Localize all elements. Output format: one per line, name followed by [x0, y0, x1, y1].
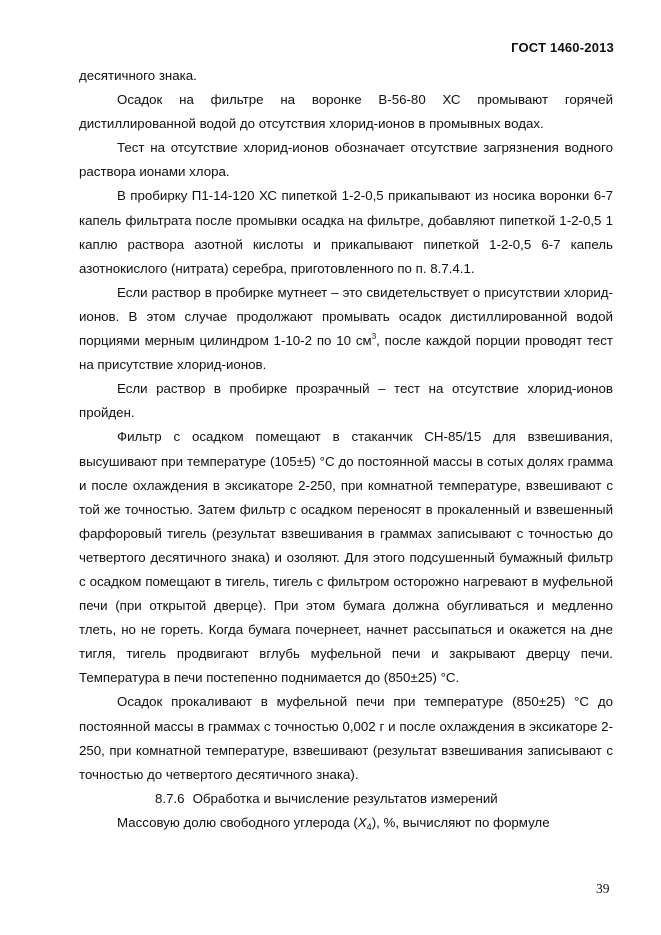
variable-x: X [357, 814, 367, 830]
paragraph-test-procedure: В пробирку П1-14-120 ХС пипеткой 1-2-0,5 прикапывают из носика воронки 6-7 капель фильтрата после промывки осадка на фильтре, добавляют пипеткой 1-2-0,5 1 каплю раствора азотной кислоты и прикапывают пипеткой 1-2-0,5 6-7 капель азотнокислого (нитрата) серебра, приготовленного по п. 8.7.4.1. [79, 188, 613, 276]
paragraph-chloride-test-meaning: Тест на отсутствие хлорид-ионов обозначает отсутствие загрязнения водного раствора ионами хлора. [79, 140, 613, 180]
page-body [79, 64, 613, 835]
section-number: 8.7.6 [155, 790, 185, 806]
paragraph-clear-solution: Если раствор в пробирке прозрачный – тест на отсутствие хлорид-ионов пройден. [79, 381, 613, 421]
formula-intro-before: Массовую долю свободного углерода ( [117, 814, 358, 830]
document-header: ГОСТ 1460-2013 [511, 40, 614, 55]
section-title: Обработка и вычисление результатов измерений [192, 790, 498, 806]
paragraph-cloudy-solution [79, 281, 613, 377]
page-number: 39 [596, 881, 610, 896]
section-heading [79, 787, 613, 811]
formula-intro-after: ), %, вычисляют по формуле [371, 814, 550, 830]
paragraph-washing: Осадок на фильтре на воронке В-56-80 ХС промывают горячей дистиллированной водой до отсутствия хлорид-ионов в промывных водах. [79, 92, 613, 132]
paragraph-calcination: Осадок прокаливают в муфельной печи при температуре (850±25) °С до постоянной массы в граммах с точностью 0,002 г и после охлаждения в эксикаторе 2-250, при комнатной температуре, взвешивают (результат взвешивания записывают с точностью до четвертого десятичного знака). [79, 694, 613, 782]
variable-subscript: 4 [366, 821, 372, 832]
cloudy-text-after: , после каждой порции проводят тест на присутствие хлорид-ионов. [79, 333, 613, 373]
cloudy-text-before: Если раствор в пробирке мутнеет – это свидетельствует о присутствии хлорид-ионов. В этом случае продолжают промывать осадок дистиллированной водой порциями мерным цилиндром 1-10-2 по 10 см [79, 284, 613, 349]
paragraph-filter-drying: Фильтр с осадком помещают в стаканчик СН-85/15 для взвешивания, высушивают при температуре (105±5) °С до постоянной массы в сотых долях грамма и после охлаждения в эксикаторе 2-250, при комнатной температуре, взвешивают с той же точностью. Затем фильтр с осадком переносят в прокаленный и взвешенный фарфоровый тигель (результат взвешивания в граммах записывают с точностью до четвертого десятичного знака) и озоляют. Для этого подсушенный бумажный фильтр с осадком помещают в тигель, тигель с фильтром осторожно нагревают в муфельной печи (при открытой дверце). При этом бумага должна обугливаться и медленно тлеть, но не гореть. Когда бумага почернеет, начнет рассыпаться и окажется на дне тигля, тигель продвигают вглубь муфельной печи и закрывают дверцу печи. Температура в печи постепенно поднимается до (850±25) °С. [79, 429, 613, 686]
formula-intro [79, 811, 613, 835]
cubic-superscript: 3 [371, 332, 377, 342]
paragraph-continuation: десятичного знака. [79, 68, 197, 83]
